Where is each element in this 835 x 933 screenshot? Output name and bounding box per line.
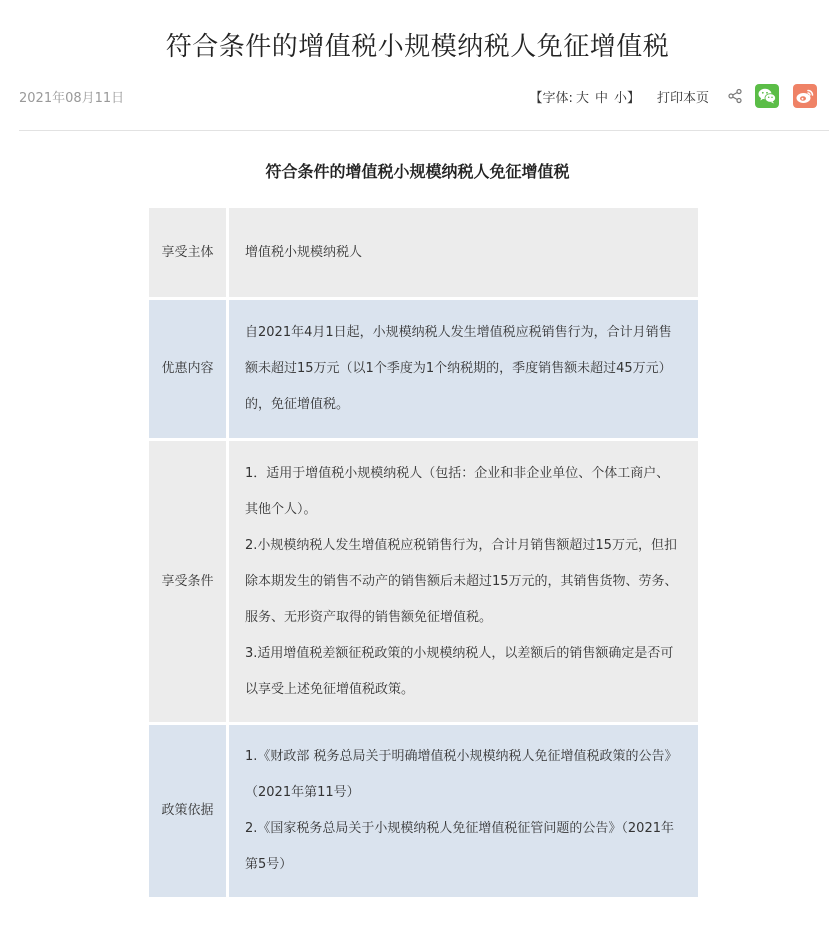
header-divider xyxy=(19,130,829,131)
content-paragraph: 1．适用于增值税小规模纳税人（包括：企业和非企业单位、个体工商户、其他个人）。 xyxy=(245,465,670,517)
row-label: 享受条件 xyxy=(149,438,229,722)
content-paragraph: 2.《国家税务总局关于小规模纳税人免征增值税征管问题的公告》（2021年第5号） xyxy=(245,821,674,872)
policy-table xyxy=(149,208,698,897)
content-paragraph: 自2021年4月1日起，小规模纳税人发生增值税应税销售行为，合计月销售额未超过15万元（以1个季度为1个纳税期的，季度销售额未超过45万元）的，免征增值税。 xyxy=(245,325,672,412)
row-content xyxy=(229,208,698,297)
print-page-link[interactable]: 打印本页 xyxy=(656,90,709,106)
content-paragraph: 增值税小规模纳税人 xyxy=(245,244,363,260)
weibo-icon[interactable] xyxy=(793,84,817,108)
font-size-switcher xyxy=(530,87,643,106)
content-paragraph: 3.适用增值税差额征税政策的小规模纳税人，以差额后的销售额确定是否可以享受上述免征增值税政策。 xyxy=(245,645,674,697)
meta-bar xyxy=(19,82,817,110)
font-large-button[interactable]: 大 xyxy=(575,90,589,106)
share-icon[interactable] xyxy=(727,88,743,104)
toolbar xyxy=(530,84,817,108)
table-row xyxy=(149,722,698,897)
row-label: 政策依据 xyxy=(149,722,229,897)
row-content xyxy=(229,297,698,438)
font-small-button[interactable]: 小】 xyxy=(613,90,640,106)
publish-date: 2021年08月11日 xyxy=(19,90,125,106)
row-content xyxy=(229,438,698,722)
font-medium-button[interactable]: 中 xyxy=(594,90,608,106)
content-paragraph: 2.小规模纳税人发生增值税应税销售行为，合计月销售额超过15万元，但扣除本期发生的销售不动产的销售额后未超过15万元的，其销售货物、劳务、服务、无形资产取得的销售额免征增值税。 xyxy=(245,537,678,625)
table-row xyxy=(149,208,698,297)
content-paragraph: 1.《财政部 税务总局关于明确增值税小规模纳税人免征增值税政策的公告》（2021年第11号） xyxy=(245,749,678,800)
font-size-label: 【字体: xyxy=(529,90,573,106)
row-label: 优惠内容 xyxy=(149,297,229,438)
row-content xyxy=(229,722,698,897)
article-heading: 符合条件的增值税小规模纳税人免征增值税 xyxy=(265,162,570,181)
page-title: 符合条件的增值税小规模纳税人免征增值税 xyxy=(165,32,670,62)
table-row xyxy=(149,297,698,438)
wechat-icon[interactable] xyxy=(755,84,779,108)
row-label: 享受主体 xyxy=(149,208,229,297)
table-row xyxy=(149,438,698,722)
